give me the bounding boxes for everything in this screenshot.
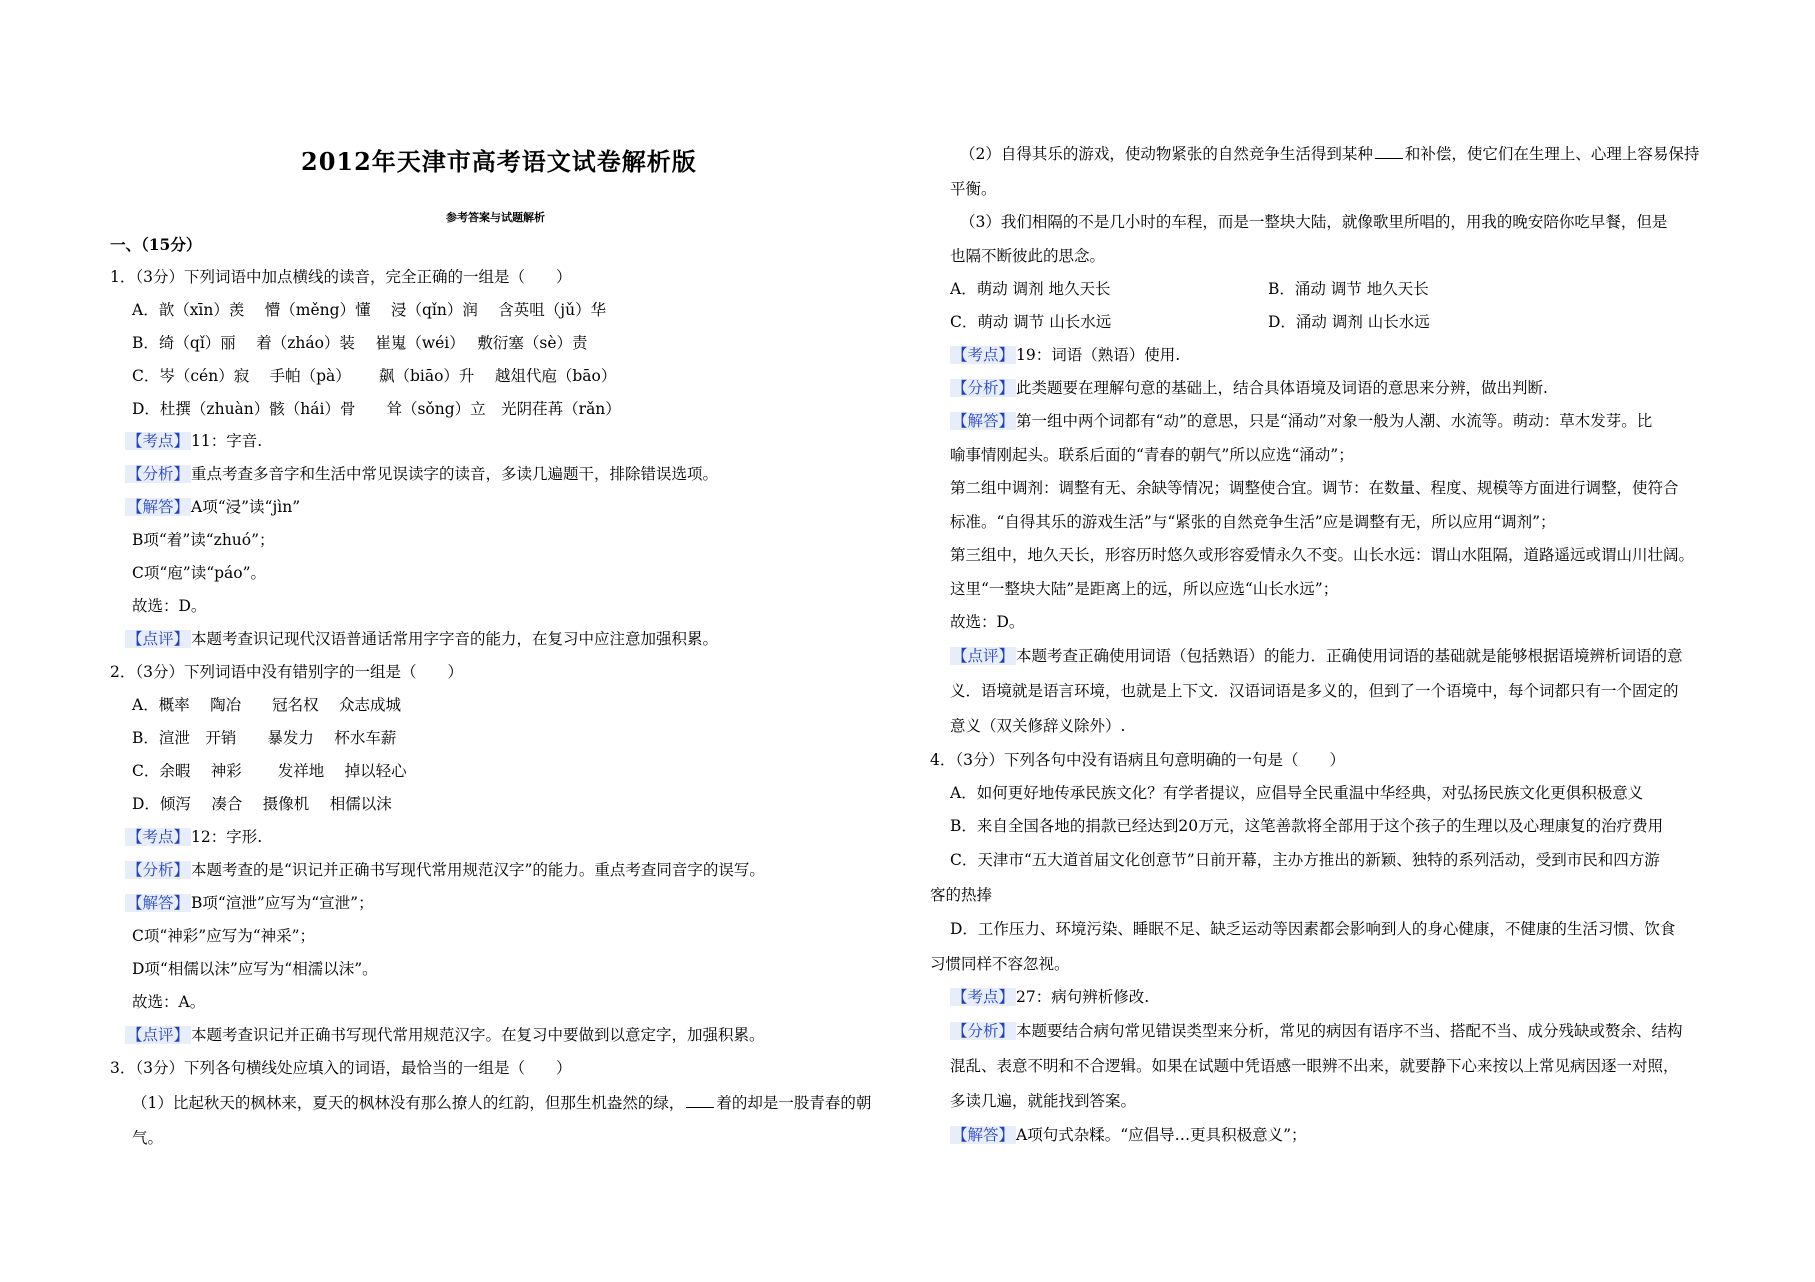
q1-jieda-b: B项“着”读“zhuó”；	[132, 531, 275, 549]
page-title: 2012年天津市高考语文试卷解析版	[301, 147, 697, 176]
q2-option-c: C．余暇 神彩 发祥地 掉以轻心	[132, 762, 407, 780]
q3-dianping-2: 义．语境就是语言环境，也就是上下文．汉语词语是多义的，但到了一个语境中，每个词都只有一个固定的	[950, 682, 1679, 700]
q4-fenxi-2: 混乱、表意不明和不合逻辑。如果在试题中凭语感一眼辨不出来，就要静下心来按以上常见病因逐一对照，	[950, 1057, 1679, 1075]
q3-dianping-3: 意义（双关修辞义除外）.	[950, 717, 1126, 735]
q3-option-a: A．萌动 调剂 地久天长	[950, 280, 1111, 298]
q2-dianping: 【点评】 本题考查识记并正确书写现代常用规范汉字。在复习中要做到以意定字，加强积累。	[127, 1026, 765, 1044]
q3-jieda-5: 第三组中，地久天长，形容历时悠久或形容爱情永久不变。山长水远：谓山水阻隔，道路遥远或谓山川壮阔。	[950, 546, 1695, 564]
q3-fenxi: 【分析】 此类题要在理解句意的基础上，结合具体语境及词语的意思来分辨，做出判断.	[952, 379, 1548, 397]
q2-option-a: A．概率 陶冶 冠名权 众志成城	[132, 696, 402, 714]
q2-option-d: D．倾泻 凑合 摄像机 相儒以沫	[132, 795, 392, 813]
q2-kaodian: 【考点】 12：字形.	[127, 828, 263, 846]
q1-option-d: D．杜撰（zhuàn）骸（hái）骨 耸（sǒng）立 光阴荏苒（rǎn）	[132, 400, 621, 418]
q3-jieda-3: 第二组中调剂：调整有无、余缺等情况；调整使合宜。调节：在数量、程度、规模等方面进行调整，使符合	[950, 479, 1679, 497]
q2-jieda-c: C项“神彩”应写为“神采”；	[132, 927, 316, 945]
q2-jieda: 【解答】 B项“渲泄”应写为“宣泄”；	[127, 894, 374, 912]
q4-option-c: C．天津市“五大道首届文化创意节”日前开幕，主办方推出的新颖、独特的系列活动，受到市民和四方游	[950, 851, 1660, 869]
q3-jieda-2: 喻事情刚起头。联系后面的“青春的朝气”所以应选“涌动”；	[950, 446, 1354, 464]
q1-option-b: B．绮（qǐ）丽 着（zháo）装 崔嵬（wéi） 敷衍塞（sè）责	[132, 334, 588, 352]
q3-option-b: B．涌动 调节 地久天长	[1268, 280, 1429, 298]
q4-option-c-cont: 客的热捧	[930, 886, 993, 904]
q3-sentence-1-cont: 气。	[132, 1129, 164, 1147]
q4-option-d-cont: 习惯同样不容忽视。	[930, 955, 1070, 973]
question-4: 4．（3分）下列各句中没有语病且句意明确的一句是（ ）	[930, 751, 1345, 769]
q3-sentence-2: （2）自得其乐的游戏，使动物紧张的自然竞争生活得到某种 和补偿，使它们在生理上、心理上容易保持	[960, 145, 1700, 163]
q3-jieda-6: 这里“一整块大陆”是距离上的远，所以应选“山长水远”；	[950, 580, 1339, 598]
q3-sentence-2-cont: 平衡。	[950, 180, 997, 198]
q1-option-c: C．岑（cén）寂 手帕（pà） 飙（biāo）升 越俎代庖（bāo）	[132, 367, 617, 385]
page-subtitle: 参考答案与试题解析	[446, 211, 545, 224]
q4-option-a: A．如何更好地传承民族文化？有学者提议，应倡导全民重温中华经典，对弘扬民族文化更俱积极意义	[950, 784, 1644, 802]
question-1: 1．（3分）下列词语中加点横线的读音，完全正确的一组是（ ）	[110, 268, 572, 286]
q2-fenxi: 【分析】 本题考查的是“识记并正确书写现代常用规范汉字”的能力。重点考查同音字的误写。	[127, 861, 765, 879]
q4-option-d: D．工作压力、环境污染、睡眠不足、缺乏运动等因素都会影响到人的身心健康，不健康的生活习惯、饮食	[950, 920, 1676, 938]
q3-option-d: D．涌动 调剂 山长水远	[1268, 313, 1430, 331]
question-3: 3．（3分）下列各句横线处应填入的词语，最恰当的一组是（ ）	[110, 1059, 572, 1077]
q3-jieda-4: 标准。“自得其乐的游戏生活”与“紧张的自然竞争生活”应是调整有无，所以应用“调剂”；	[950, 513, 1556, 531]
q4-jieda: 【解答】 A项句式杂糅。“应倡导…更具积极意义”；	[952, 1126, 1307, 1144]
q3-option-c: C．萌动 调节 山长水远	[950, 313, 1112, 331]
fill-blank	[1375, 144, 1403, 159]
q1-fenxi: 【分析】 重点考查多音字和生活中常见误读字的读音，多读几遍题干，排除错误选项。	[127, 465, 719, 483]
section-heading: 一、（15分）	[110, 235, 202, 254]
fill-blank	[686, 1093, 714, 1108]
question-2: 2．（3分）下列词语中没有错别字的一组是（ ）	[110, 663, 463, 681]
q2-option-b: B．渲泄 开销 暴发力 杯水车薪	[132, 729, 397, 747]
q2-answer: 故选：A。	[132, 993, 206, 1011]
q3-sentence-1: （1）比起秋天的枫林来，夏天的枫林没有那么撩人的红韵，但那生机盎然的绿， 着的却是一股青春的朝	[132, 1094, 872, 1112]
q3-answer: 故选：D。	[950, 613, 1025, 631]
q1-dianping: 【点评】 本题考查识记现代汉语普通话常用字字音的能力，在复习中应注意加强积累。	[127, 630, 719, 648]
q3-kaodian: 【考点】 19：词语（熟语）使用.	[952, 346, 1181, 364]
q1-option-a: A．歆（xīn）羡 懵（měng）懂 浸（qǐn）润 含英咀（jǔ）华	[132, 301, 607, 319]
q2-jieda-d: D项“相儒以沫”应写为“相濡以沫”。	[132, 960, 378, 978]
q3-jieda: 【解答】 第一组中两个词都有“动”的意思，只是“涌动”对象一般为人潮、水流等。萌动：草木发芽。比	[952, 412, 1653, 430]
q3-sentence-3-cont: 也隔不断彼此的思念。	[950, 247, 1106, 265]
q1-answer: 故选：D。	[132, 597, 207, 615]
q4-fenxi: 【分析】 本题要结合病句常见错误类型来分析，常见的病因有语序不当、搭配不当、成分残缺或赘余、结构	[952, 1022, 1683, 1040]
q4-fenxi-3: 多读几遍，就能找到答案。	[950, 1092, 1137, 1110]
q3-sentence-3: （3）我们相隔的不是几小时的车程，而是一整块大陆，就像歌里所唱的，用我的晚安陪你吃早餐，但是	[960, 213, 1668, 231]
q4-option-b: B．来自全国各地的捐款已经达到20万元，这笔善款将全部用于这个孩子的生理以及心理康复的治疗费用	[950, 817, 1664, 835]
q4-kaodian: 【考点】 27：病句辨析修改.	[952, 988, 1150, 1006]
q1-jieda: 【解答】 A项“浸”读“jìn”	[127, 498, 301, 516]
q3-dianping: 【点评】 本题考查正确使用词语（包括熟语）的能力．正确使用词语的基础就是能够根据语境辨析词语的意	[952, 647, 1683, 665]
q1-kaodian: 【考点】 11：字音.	[127, 432, 263, 450]
q1-jieda-c: C项“庖”读“páo”。	[132, 564, 267, 582]
